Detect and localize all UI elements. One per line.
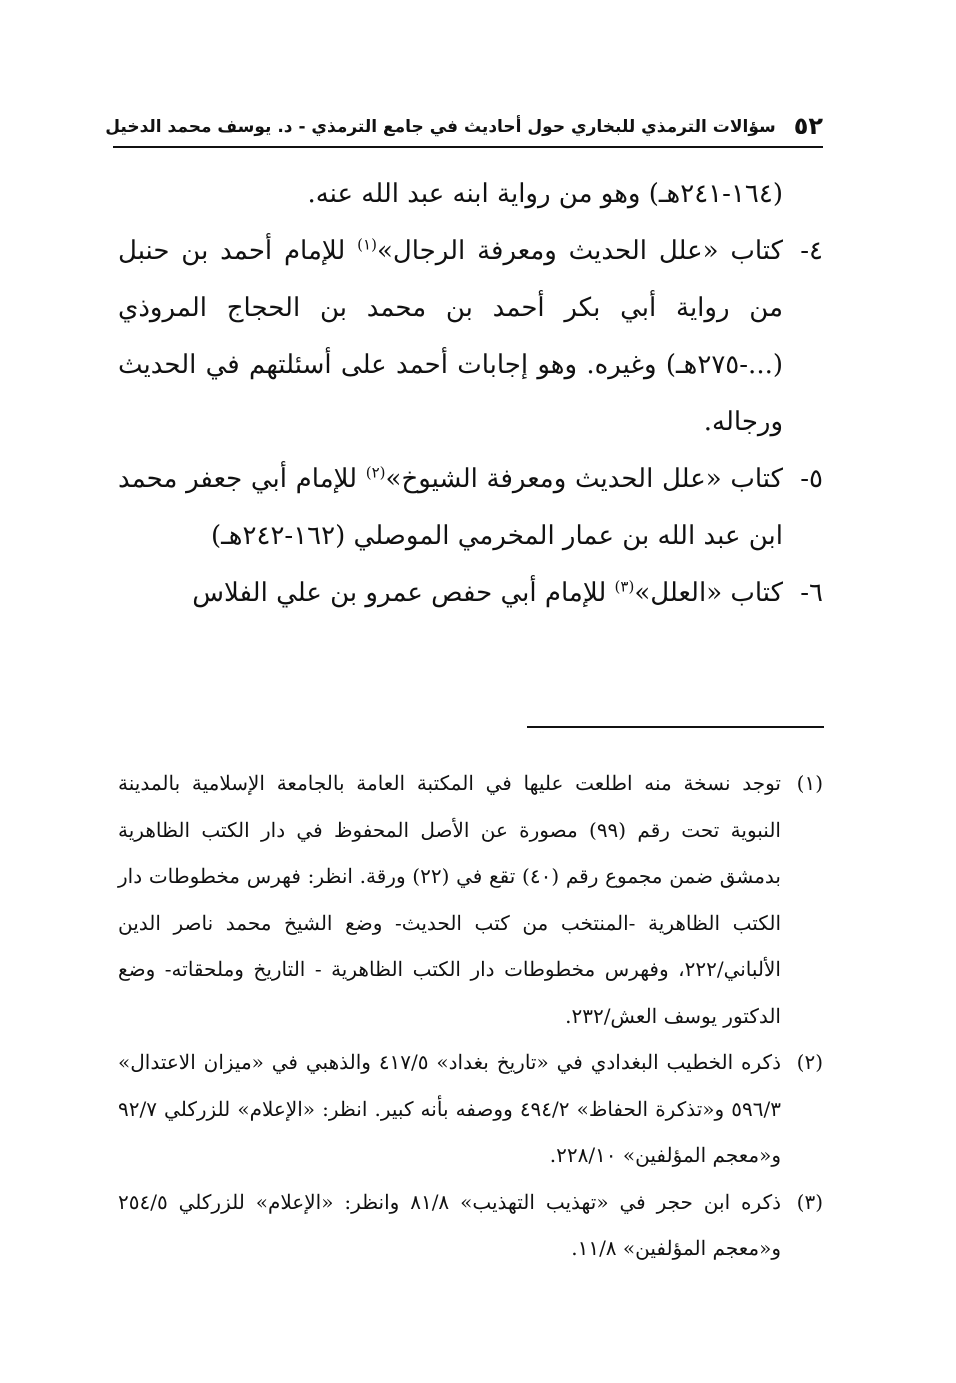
footnote-text: ذكره الخطيب البغدادي في «تاريخ بغداد» ٤١٧/٥ والذهبي في «ميزان الاعتدال» ٥٩٦/٣ و«تذكرة الحفاظ» ٤٩٤/٢ ووصفه بأنه كبير. انظر: «الإعلام» للزركلي ٩٢/٧ و«معجم المؤلفين» ٢٢٨/١٠. [118,1050,781,1167]
item-number: ٥- [800,464,823,494]
item-text-before: كتاب «علل الحديث ومعرفة الشيوخ» [385,464,783,494]
footnote-ref-1[interactable]: (١) [357,235,377,254]
item-number: ٤- [800,236,823,266]
item-text [118,223,783,451]
footnote-text: ذكره ابن حجر في «تهذيب التهذيب» ٨١/٨ وانظر: «الإعلام» للزركلي ٢٥٤/٥ و«معجم المؤلفين» ١١/٨. [118,1189,781,1260]
footnote-text: توجد نسخة منه اطلعت عليها في المكتبة العامة بالجامعة الإسلامية بالمدينة النبوية تحت رقم (٩٩) مصورة عن الأصل المحفوظ في دار الكتب الظاهرية بدمشق ضمن مجموع رقم (٤٠) تقع في (٢٢) ورقة. انظر: فهرس مخطوطات دار الكتب الظاهرية -المنتخب من كتب الحديث- وضع الشيخ محمد ناصر الدين الألباني/٢٢٢، وفهرس مخطوطات دار الكتب الظاهرية - التاريخ وملحقاته- وضع الدكتور يوسف العش/٢٣٢. [118,771,781,1028]
footnotes [118,760,823,1272]
item-text [118,565,783,622]
item-text-before: كتاب «العلل» [634,578,783,608]
item-text-after: للإمام أحمد بن حنبل من رواية أبي بكر أحمد بن محمد بن الحجاج المروذي (...-٢٧٥هـ) وغيره. وهو إجابات أحمد على أسئلتهم في الحديث ورجاله. [118,236,783,437]
footnote-3 [118,1179,823,1272]
list-item-6 [118,565,823,622]
list-item-5 [118,451,823,565]
main-text [118,166,823,622]
footnote-ref-3[interactable]: (٣) [614,577,635,596]
running-title: سؤالات الترمذي للبخاري حول أحاديث في جامع الترمذي - د. يوسف محمد الدخيل [105,117,776,137]
list-item-4 [118,223,823,451]
footnote-number: (٢) [796,1050,823,1074]
item-text-after: للإمام أبي حفص عمرو بن علي الفلاس [192,578,615,608]
item-text [118,451,783,565]
footnote-number: (٣) [796,1189,823,1214]
footnote-number: (١) [796,771,823,795]
page-header [105,108,823,148]
item-text-before: كتاب «علل الحديث ومعرفة الرجال» [376,236,783,266]
footnote-1 [118,760,823,1039]
footnote-ref-2[interactable]: (٢) [365,463,386,482]
footnote-2 [118,1039,823,1179]
footnote-separator [527,726,824,728]
page-number: ٥٢ [793,112,823,140]
item-text-after: للإمام أبي جعفر محمد ابن عبد الله بن عمار المخرمي الموصلي (١٦٢-٢٤٢هـ) [118,464,783,551]
continuation-paragraph: (١٦٤-٢٤١هـ) وهو من رواية ابنه عبد الله عنه. [307,179,783,209]
item-number: ٦- [800,578,823,608]
